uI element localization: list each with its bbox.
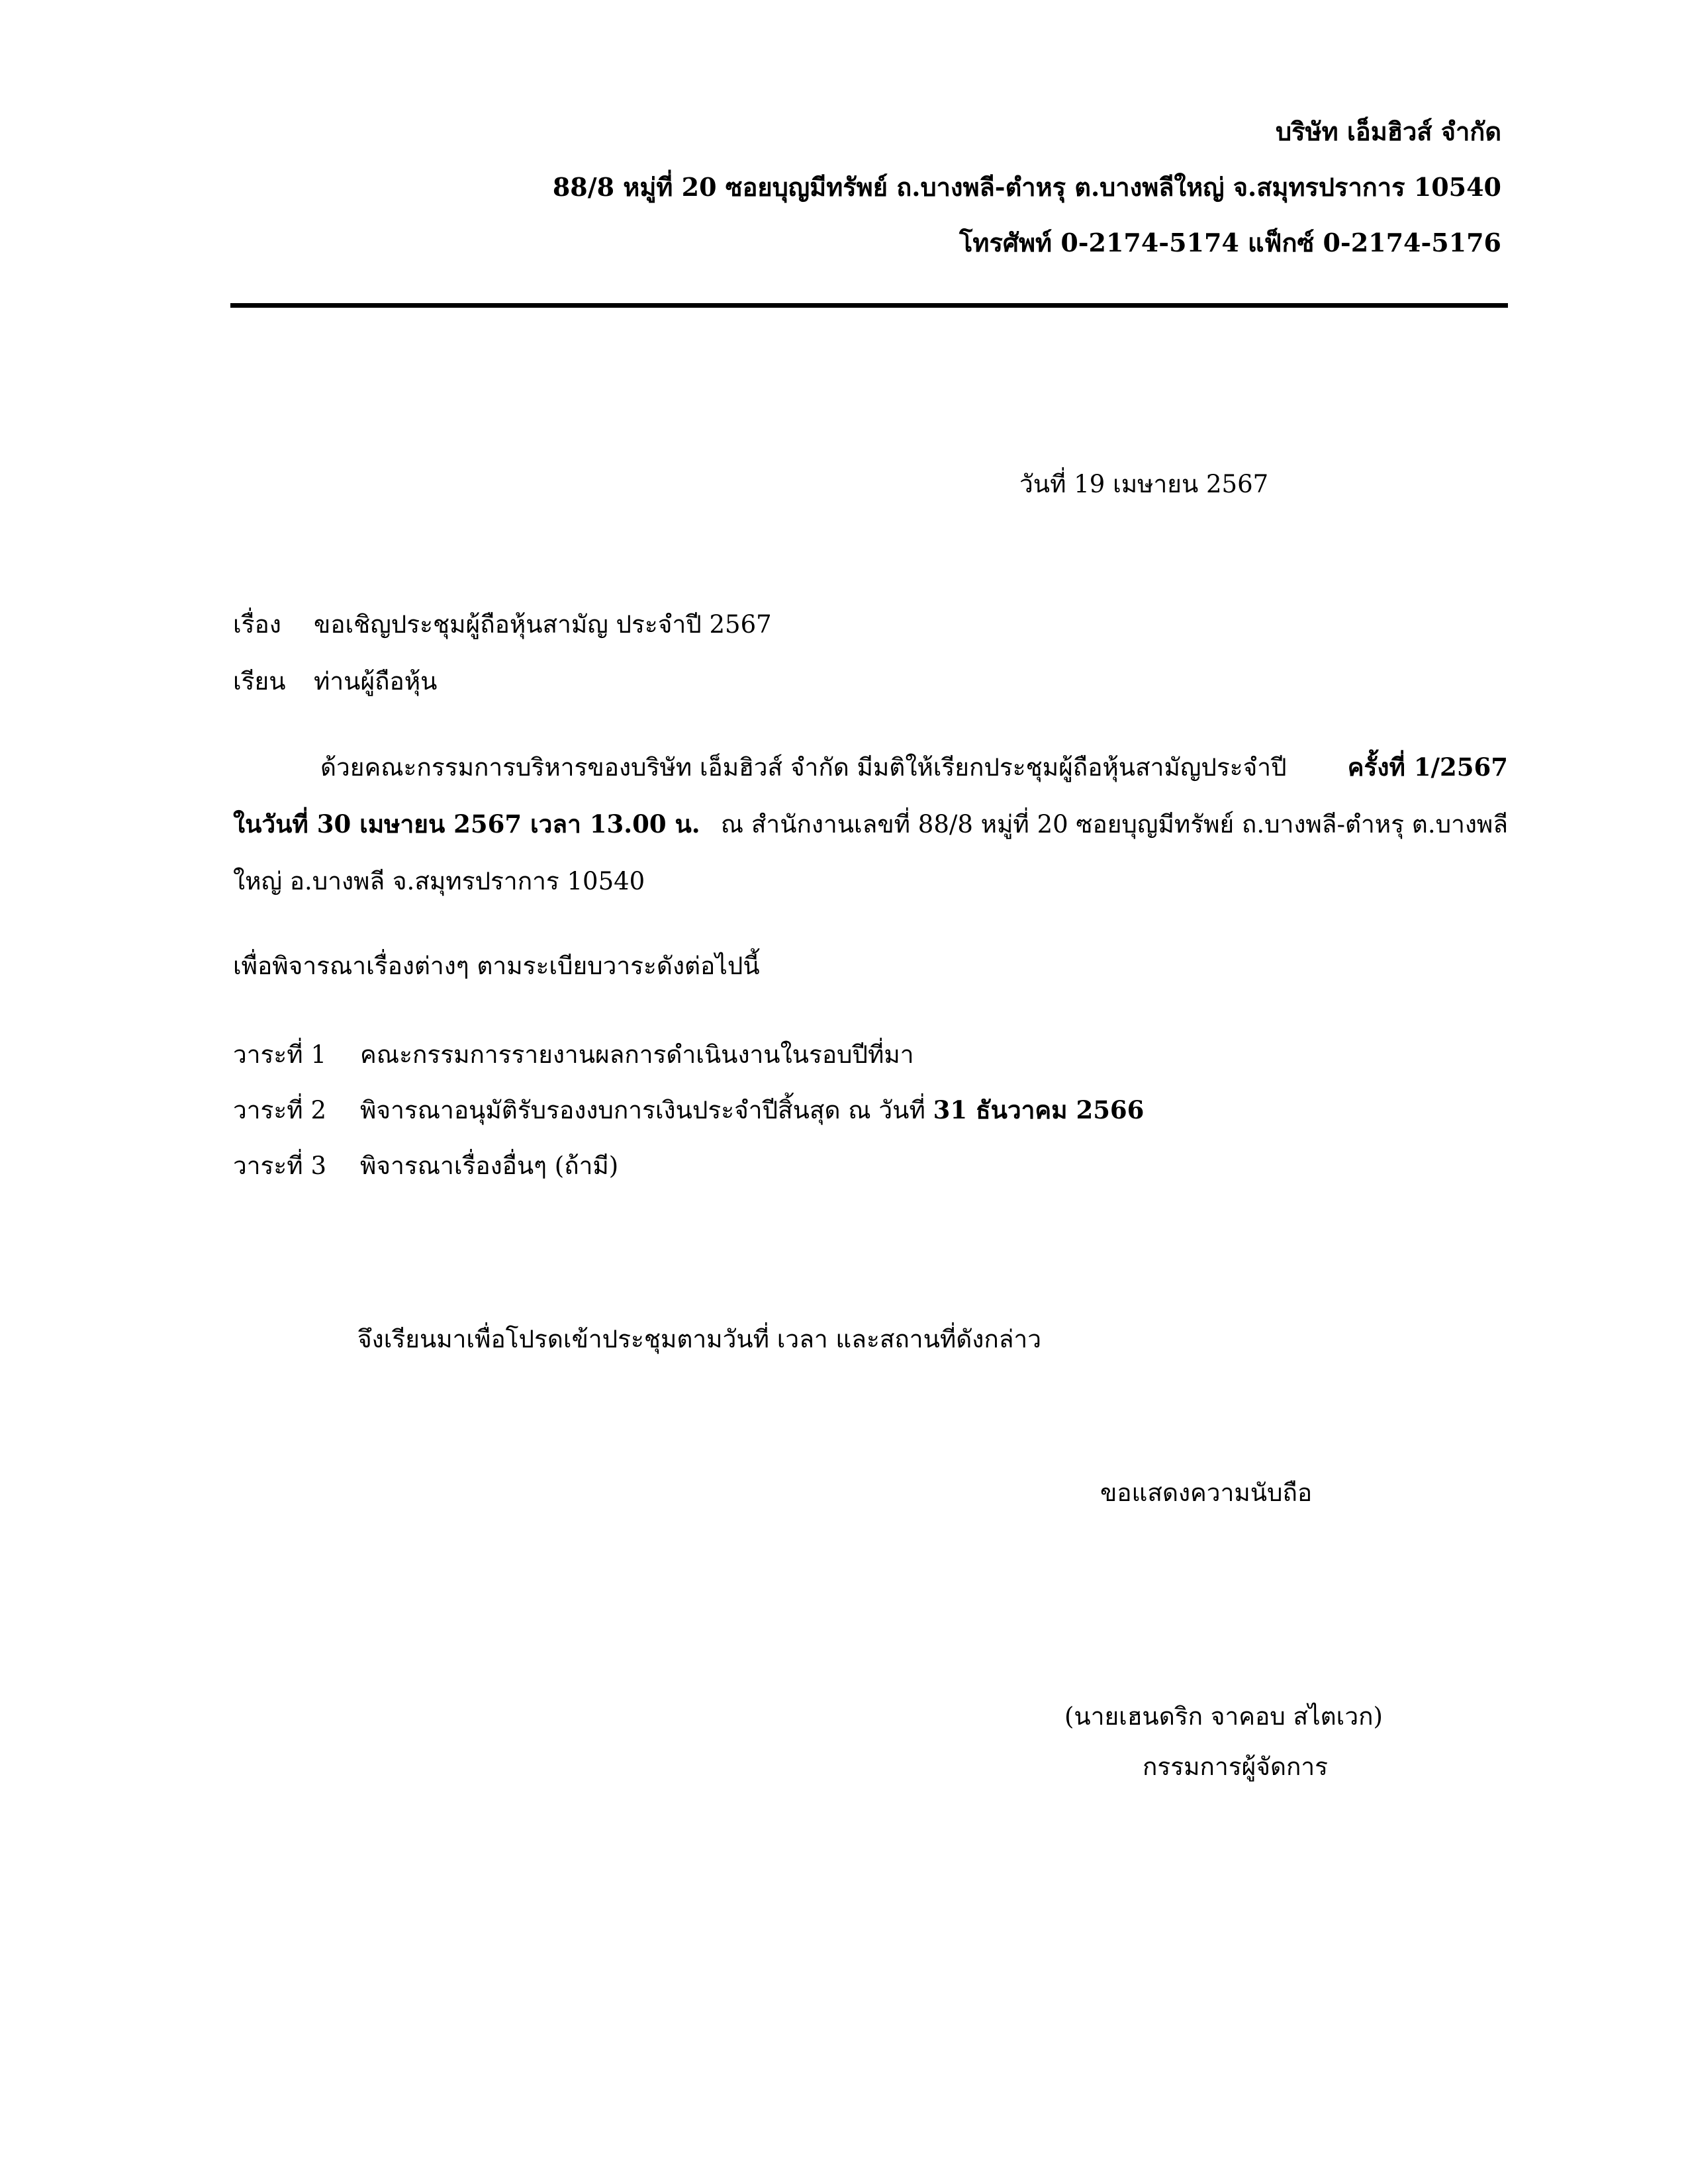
agenda-number: วาระที่ 1	[233, 1040, 326, 1069]
signatory-name: (นายเฮนดริก จาคอบ สไตเวก)	[1064, 1702, 1383, 1731]
agenda-text: พิจารณาเรื่องอื่นๆ (ถ้ามี)	[360, 1152, 619, 1180]
agenda-intro: เพื่อพิจารณาเรื่องต่างๆ ตามระเบียบวาระดังต่อไปนี้	[233, 952, 760, 980]
body-line-2	[233, 805, 1508, 844]
subject-value: ขอเชิญประชุมผู้ถือหุ้นสามัญ ประจำปี 2567	[314, 610, 772, 639]
company-name: บริษัท เอ็มฮิวส์ จำกัด	[1276, 116, 1501, 146]
body-line-1-text: ด้วยคณะกรรมการบริหารของบริษัท เอ็มฮิวส์ จำกัด มีมติให้เรียกประชุมผู้ถือหุ้นสามัญประจำปี	[320, 753, 1287, 782]
letter-date: วันที่ 19 เมษายน 2567	[1019, 470, 1269, 498]
recipient-label: เรียน	[233, 667, 286, 696]
recipient-value: ท่านผู้ถือหุ้น	[314, 667, 438, 696]
body-line-2-text: ณ สำนักงานเลขที่ 88/8 หมู่ที่ 20 ซอยบุญมีทรัพย์ ถ.บางพลี-ตำหรุ ต.บางพลี	[720, 810, 1508, 839]
agenda-text-date: 31 ธันวาคม 2566	[933, 1095, 1145, 1124]
agenda-text	[360, 1091, 1144, 1130]
agenda-number: วาระที่ 2	[233, 1096, 326, 1124]
subject-label: เรื่อง	[233, 610, 281, 639]
agenda-number: วาระที่ 3	[233, 1152, 326, 1180]
agenda-text-main: พิจารณาอนุมัติรับรองงบการเงินประจำปีสิ้นสุด ณ วันที่	[360, 1096, 925, 1124]
company-address: 88/8 หมู่ที่ 20 ซอยบุญมีทรัพย์ ถ.บางพลี-ตำหรุ ต.บางพลีใหญ่ จ.สมุทรปราการ 10540	[552, 172, 1501, 202]
body-line-1	[320, 748, 1508, 787]
body-meeting-number: ครั้งที่ 1/2567	[1347, 752, 1508, 782]
agenda-text: คณะกรรมการรายงานผลการดำเนินงานในรอบปีที่มา	[360, 1040, 914, 1069]
header-divider	[230, 303, 1508, 308]
company-contact: โทรศัพท์ 0-2174-5174 แฟ็กซ์ 0-2174-5176	[959, 228, 1501, 257]
signatory-title: กรรมการผู้จัดการ	[1143, 1752, 1329, 1781]
closing-regards: ขอแสดงความนับถือ	[1100, 1479, 1313, 1507]
body-line-3: ใหญ่ อ.บางพลี จ.สมุทรปราการ 10540	[233, 867, 645, 895]
body-meeting-datetime: ในวันที่ 30 เมษายน 2567 เวลา 13.00 น.	[233, 809, 700, 839]
closing-request: จึงเรียนมาเพื่อโปรดเข้าประชุมตามวันที่ เวลา และสถานที่ดังกล่าว	[357, 1325, 1041, 1353]
